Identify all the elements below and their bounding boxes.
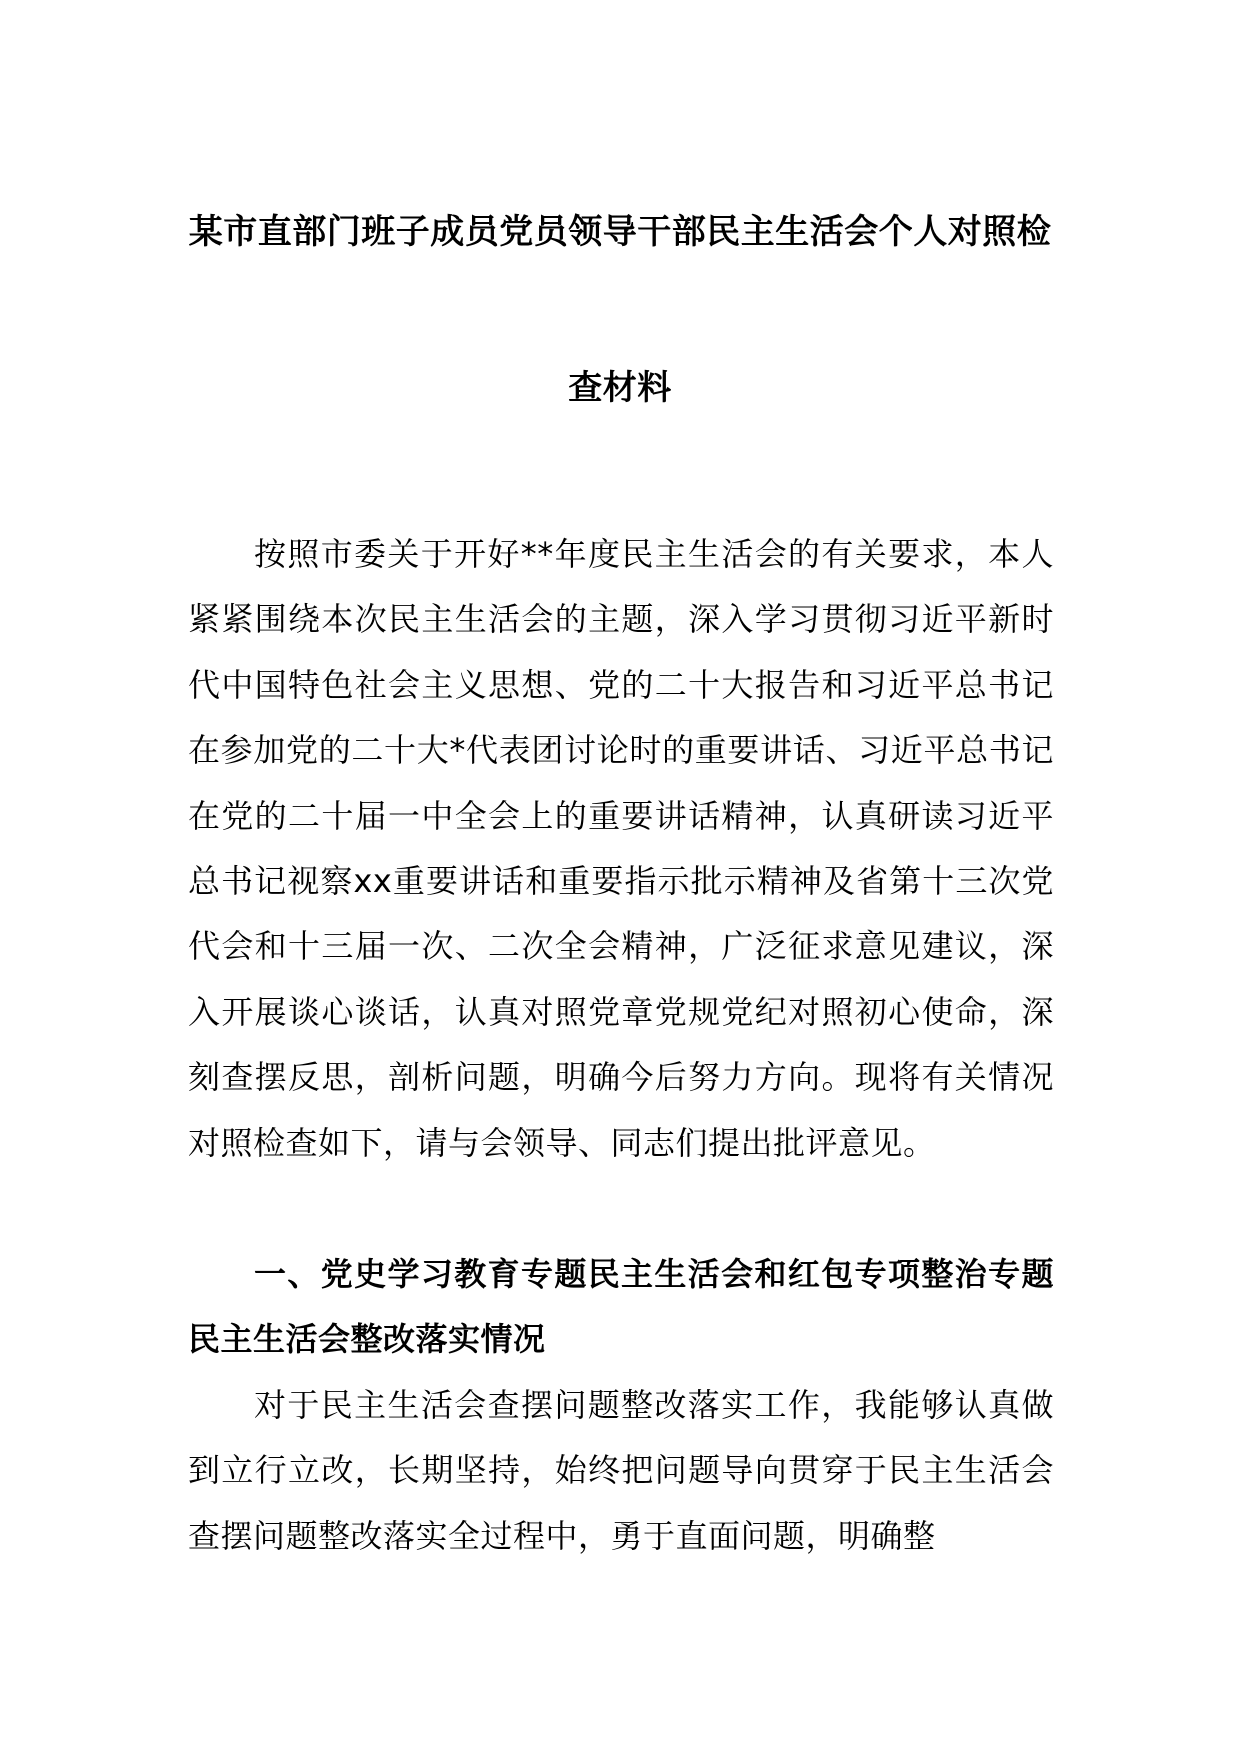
- document-title-line-2: 查材料: [568, 368, 672, 408]
- section-1-paragraph: 对于民主生活会查摆问题整改落实工作，我能够认真做到立行立改，长期坚持，始终把问题导向贯穿于民主生活会查摆问题整改落实全过程中，勇于直面问题，明确整: [188, 1386, 1054, 1555]
- document-title-line-1: 某市直部门班子成员党员领导干部民主生活会个人对照检: [188, 212, 1052, 252]
- intro-paragraph: 按照市委关于开好**年度民主生活会的有关要求，本人紧紧围绕本次民主生活会的主题，深入学习贯彻习近平新时代中国特色社会主义思想、党的二十大报告和习近平总书记在参加党的二十大*代表团讨论时的重要讲话、习近平总书记在党的二十届一中全会上的重要讲话精神，认真研读习近平总书记视察xx重要讲话和重要指示批示精神及省第十三次党代会和十三届一次、二次全会精神，广泛征求意见建议，深入开展谈心谈话，认真对照党章党规党纪对照初心使命，深刻查摆反思，剖析问题，明确今后努力方向。现将有关情况对照检查如下，请与会领导、同志们提出批评意见。: [188, 535, 1054, 1162]
- section-heading-1: 一、党史学习教育专题民主生活会和红包专项整治专题民主生活会整改落实情况: [188, 1255, 1054, 1359]
